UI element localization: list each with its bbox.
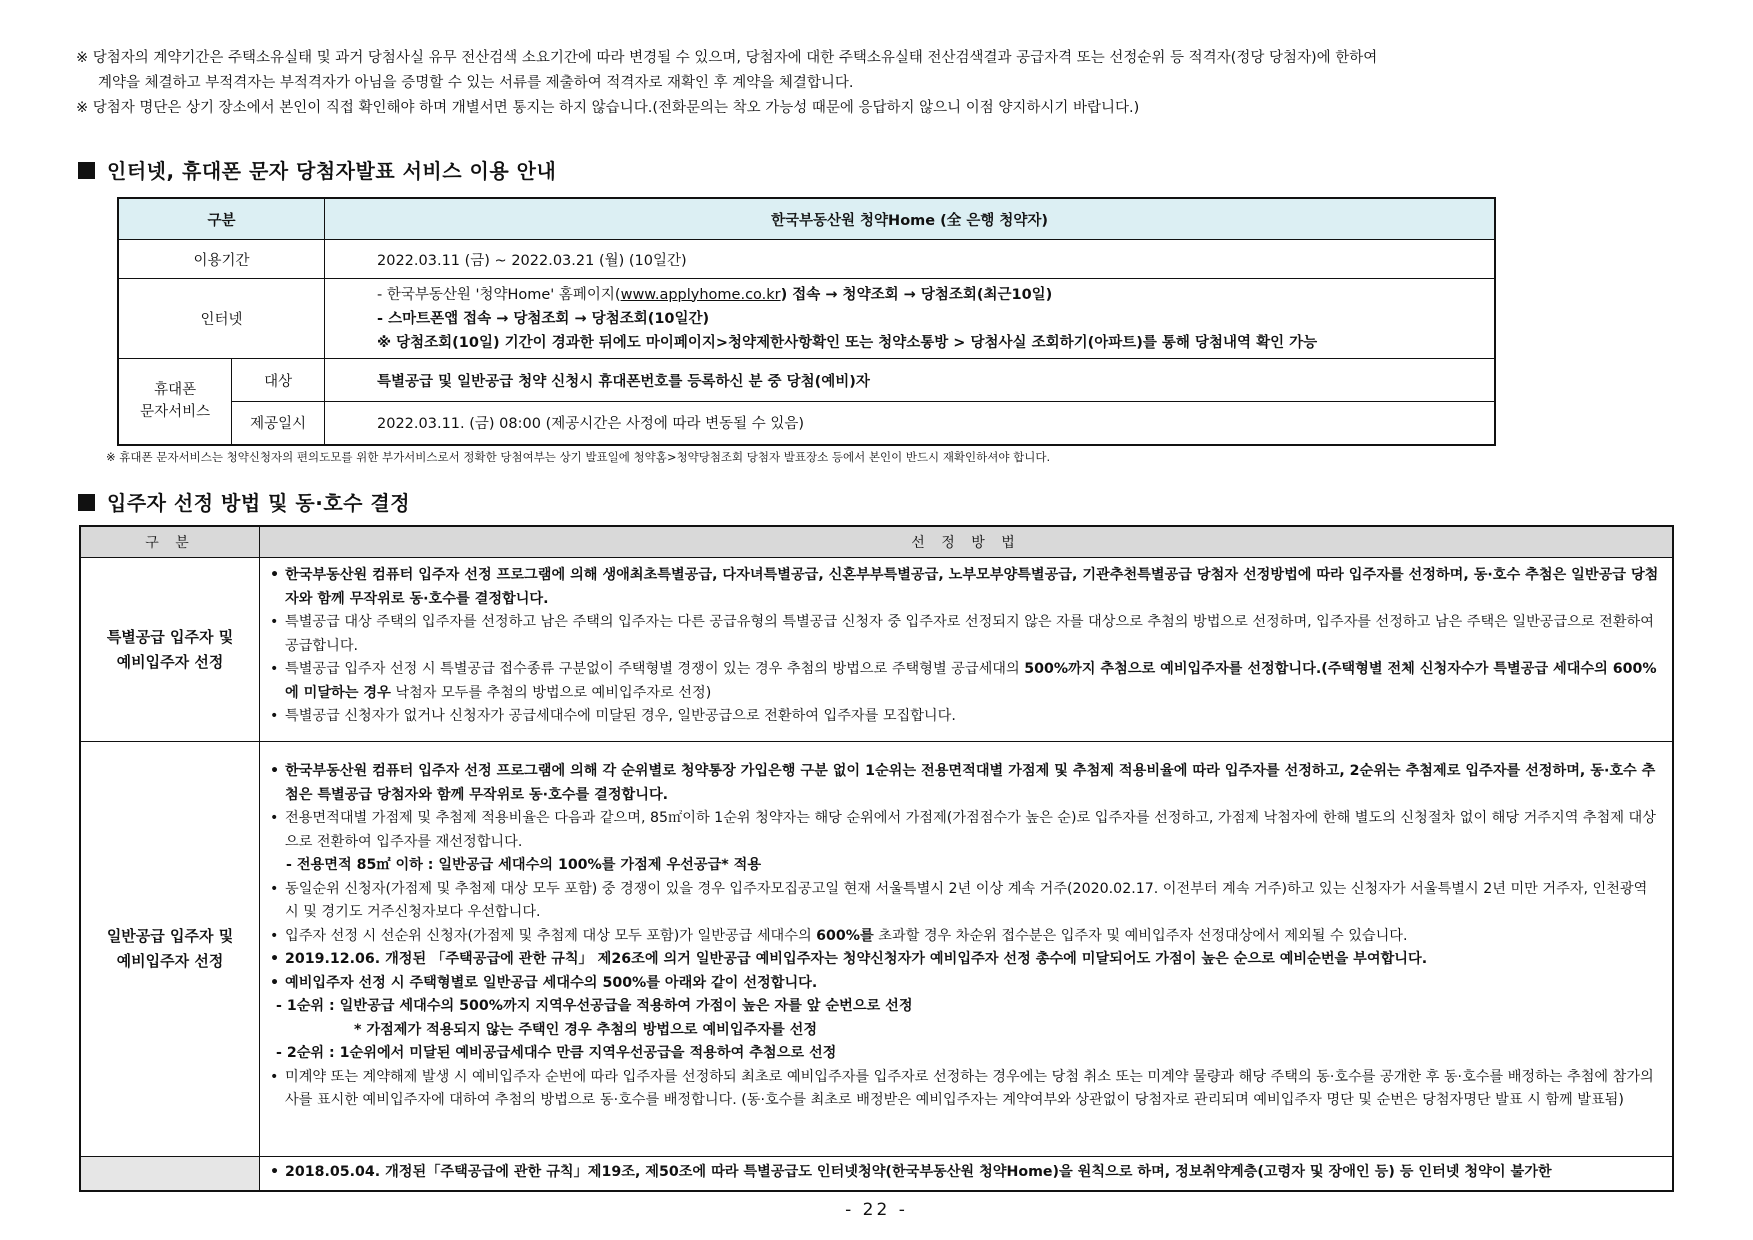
section-title-text: 입주자 선정 방법 및 동·호수 결정: [107, 491, 411, 515]
internet-line-3: ※ 당첨조회(10일) 기간이 경과한 뒤에도 마이페이지>청약제한사항확인 또는 청약소통방 > 당첨사실 조회하기(아파트)를 통해 당첨내역 확인 가능: [377, 334, 1318, 351]
table-row: [80, 1157, 1673, 1191]
notice-winner-list: ※ 당첨자 명단은 상기 장소에서 본인이 직접 확인해야 하며 개별서면 통지는 하지 않습니다.(전화문의는 착오 가능성 때문에 응답하지 않으니 이점 양지하시기 바랍니다.): [76, 100, 1140, 116]
internet-line-1: - 한국부동산원 '청약Home' 홈페이지(www.applyhome.co.kr) 접속 → 청약조회 → 당첨조회(최근10일): [377, 286, 1053, 303]
list-item: • 특별공급 신청자가 없거나 신청자가 공급세대수에 미달된 경우, 일반공급으로 전환하여 입주자를 모집합니다.: [270, 705, 1660, 729]
header-applyhome: 한국부동산원 청약Home (全 은행 청약자): [325, 198, 1496, 240]
list-item: • 특별공급 입주자 선정 시 특별공급 접수종류 구분없이 주택형별 경쟁이 있는 경우 추첨의 방법으로 주택형별 공급세대의 500%까지 추첨으로 예비입주자를 선정합니다.(주택형별 전체 신청자수가 특별공급 세대수의 600%에 미달하는 경우 낙첨자 모두를 추첨의 방법으로 예비입주자로 선정): [270, 658, 1660, 705]
header-method: 선 정 방 법: [260, 526, 1674, 558]
period-value: 2022.03.11 (금) ~ 2022.03.21 (월) (10일간): [325, 240, 1496, 279]
list-item: • 2018.05.04. 개정된「주택공급에 관한 규칙」제19조, 제50조에 따라 특별공급도 인터넷청약(한국부동산원 청약Home)을 원칙으로 하며, 정보취약계층(고령자 및 장애인 등) 등 인터넷 청약이 불가한: [270, 1161, 1660, 1185]
table-row: [118, 279, 1495, 359]
list-item: • 미계약 또는 계약해제 발생 시 예비입주자 순번에 따라 입주자를 선정하되 최초로 예비입주자를 입주자로 선정하는 경우에는 당첨 취소 또는 미계약 물량과 해당 주택의 동·호수를 공개한 후 동·호수를 배정하는 추첨에 참가의사를 표시한 예비입주자에 대하여 추첨의 방법으로 동·호수를 배정합니다. (동·호수를 최초로 배정받은 예비입주자는 계약여부와 상관없이 당첨자로 관리되며 예비입주자 명단 및 순번은 당첨자명단 발표 시 함께 발표됨): [270, 1066, 1660, 1113]
list-subitem: * 가점제가 적용되지 않는 주택인 경우 추첨의 방법으로 예비입주자를 선정: [354, 1021, 818, 1038]
announcement-service-table: [117, 197, 1496, 446]
list-subitem: - 2순위 : 1순위에서 미달된 예비공급세대수 만큼 지역우선공급을 적용하여 추첨으로 선정: [276, 1045, 837, 1061]
resident-selection-table: [79, 525, 1674, 1192]
period-label: 이용기간: [118, 240, 325, 279]
target-value: 특별공급 및 일반공급 청약 신청시 휴대폰번호를 등록하신 분 중 당첨(예비)자: [325, 359, 1496, 402]
table-row-general-supply: [80, 742, 1673, 1157]
internet-application-method: [260, 1157, 1674, 1191]
table-row-special-supply: [80, 558, 1673, 742]
general-supply-label: 일반공급 입주자 및 예비입주자 선정: [80, 742, 260, 1157]
list-item: • 한국부동산원 컴퓨터 입주자 선정 프로그램에 의해 생애최초특별공급, 다자녀특별공급, 신혼부부특별공급, 노부모부양특별공급, 기관추천특별공급 당첨자 선정방법에 따라 입주자를 선정하며, 동·호수 추첨은 일반공급 당첨자와 함께 무작위로 동·호수를 결정합니다.: [270, 564, 1660, 611]
table-header-row: [118, 198, 1495, 240]
internet-label: 인터넷: [118, 279, 325, 359]
list-item: • 전용면적대별 가점제 및 추첨제 적용비율은 다음과 같으며, 85㎡이하 1순위 청약자는 해당 순위에서 가점제(가점점수가 높은 순)로 입주자를 선정하고, 가점제 낙첨자에 한해 별도의 신청절차 없이 해당 거주지역 추첨제 대상으로 전환하여 입주자를 재선정합니다.: [270, 807, 1660, 854]
time-value: 2022.03.11. (금) 08:00 (제공시간은 사정에 따라 변동될 수 있음): [325, 402, 1496, 445]
notice-block: [76, 46, 1676, 121]
list-item: • 입주자 선정 시 선순위 신청자(가점제 및 추첨제 대상 모두 포함)가 일반공급 세대수의 600%를 초과할 경우 차순위 접수분은 입주자 및 예비입주자 선정대상에서 제외될 수 있습니다.: [270, 925, 1660, 949]
square-bullet-icon: [78, 162, 95, 179]
table-header-row: [80, 526, 1673, 558]
list-item: • 예비입주자 선정 시 주택형별로 일반공급 세대수의 500%를 아래와 같이 선정합니다.: [270, 972, 1660, 996]
list-item: • 한국부동산원 컴퓨터 입주자 선정 프로그램에 의해 각 순위별로 청약통장 가입은행 구분 없이 1순위는 전용면적대별 가점제 및 추첨제 적용비율에 따라 입주자를 선정하고, 2순위는 추첨제로 입주자를 선정하며, 동·호수 추첨은 특별공급 당첨자와 함께 무작위로 동·호수를 결정합니다.: [270, 760, 1660, 807]
special-supply-method: [260, 558, 1674, 742]
mobile-sms-label: 휴대폰 문자서비스: [118, 359, 232, 445]
list-item: • 동일순위 신청자(가점제 및 추첨제 대상 모두 포함) 중 경쟁이 있을 경우 입주자모집공고일 현재 서울특별시 2년 이상 계속 거주(2020.02.17. 이전부터 계속 거주)하고 있는 신청자가 서울특별시 2년 미만 거주자, 인천광역시 및 경기도 거주신청자보다 우선합니다.: [270, 878, 1660, 925]
notice-contract-period: ※ 당첨자의 계약기간은 주택소유실태 및 과거 당첨사실 유무 전산검색 소요기간에 따라 변경될 수 있으며, 당첨자에 대한 주택소유실태 전산검색결과 공급자격 또는 선정순위 등 적격자(정당 당첨자)에 한하여: [76, 50, 1378, 66]
list-item: • 2019.12.06. 개정된 「주택공급에 관한 규칙」 제26조에 의거 일반공급 예비입주자는 청약신청자가 예비입주자 선정 총수에 미달되어도 가점이 높은 순으로 예비순번을 부여합니다.: [270, 948, 1660, 972]
page-number: - 22 -: [845, 1200, 908, 1220]
special-supply-label: 특별공급 입주자 및 예비입주자 선정: [80, 558, 260, 742]
header-category: 구분: [118, 198, 325, 240]
section-title-resident-selection: [78, 487, 410, 516]
list-item: • 특별공급 대상 주택의 입주자를 선정하고 남은 주택의 입주자는 다른 공급유형의 특별공급 신청자 중 입주자로 선정되지 않은 자를 대상으로 추첨의 방법으로 선정하며, 입주자를 선정하고 남은 주택은 일반공급으로 전환하여 공급합니다.: [270, 611, 1660, 658]
target-label: 대상: [232, 359, 325, 402]
section-title-announcement-service: [78, 155, 556, 184]
internet-instructions: [325, 279, 1496, 359]
sms-footnote: ※ 휴대폰 문자서비스는 청약신청자의 편의도모를 위한 부가서비스로서 정확한 당첨여부는 상기 발표일에 청약홈>청약당첨조회 당첨자 발표장소 등에서 본인이 반드시 재확인하셔야 합니다.: [106, 450, 1051, 464]
internet-line-2: - 스마트폰앱 접속 → 당첨조회 → 당첨조회(10일간): [377, 310, 710, 327]
empty-label-cell: [80, 1157, 260, 1191]
table-row: [118, 240, 1495, 279]
square-bullet-icon: [78, 494, 95, 511]
time-label: 제공일시: [232, 402, 325, 445]
table-row: [118, 359, 1495, 402]
header-category: 구 분: [80, 526, 260, 558]
list-subitem: - 1순위 : 일반공급 세대수의 500%까지 지역우선공급을 적용하여 가점이 높은 자를 앞 순번으로 선정: [276, 998, 913, 1014]
table-row: [118, 402, 1495, 445]
notice-contract-period-cont: 계약을 체결하고 부적격자는 부적격자가 아님을 증명할 수 있는 서류를 제출하여 적격자로 재확인 후 계약을 체결합니다.: [98, 75, 854, 91]
list-subitem: - 전용면적 85㎡ 이하 : 일반공급 세대수의 100%를 가점제 우선공급* 적용: [286, 857, 762, 873]
section-title-text: 인터넷, 휴대폰 문자 당첨자발표 서비스 이용 안내: [107, 159, 557, 183]
general-supply-method: [260, 742, 1674, 1157]
applyhome-link[interactable]: www.applyhome.co.kr: [620, 286, 781, 303]
